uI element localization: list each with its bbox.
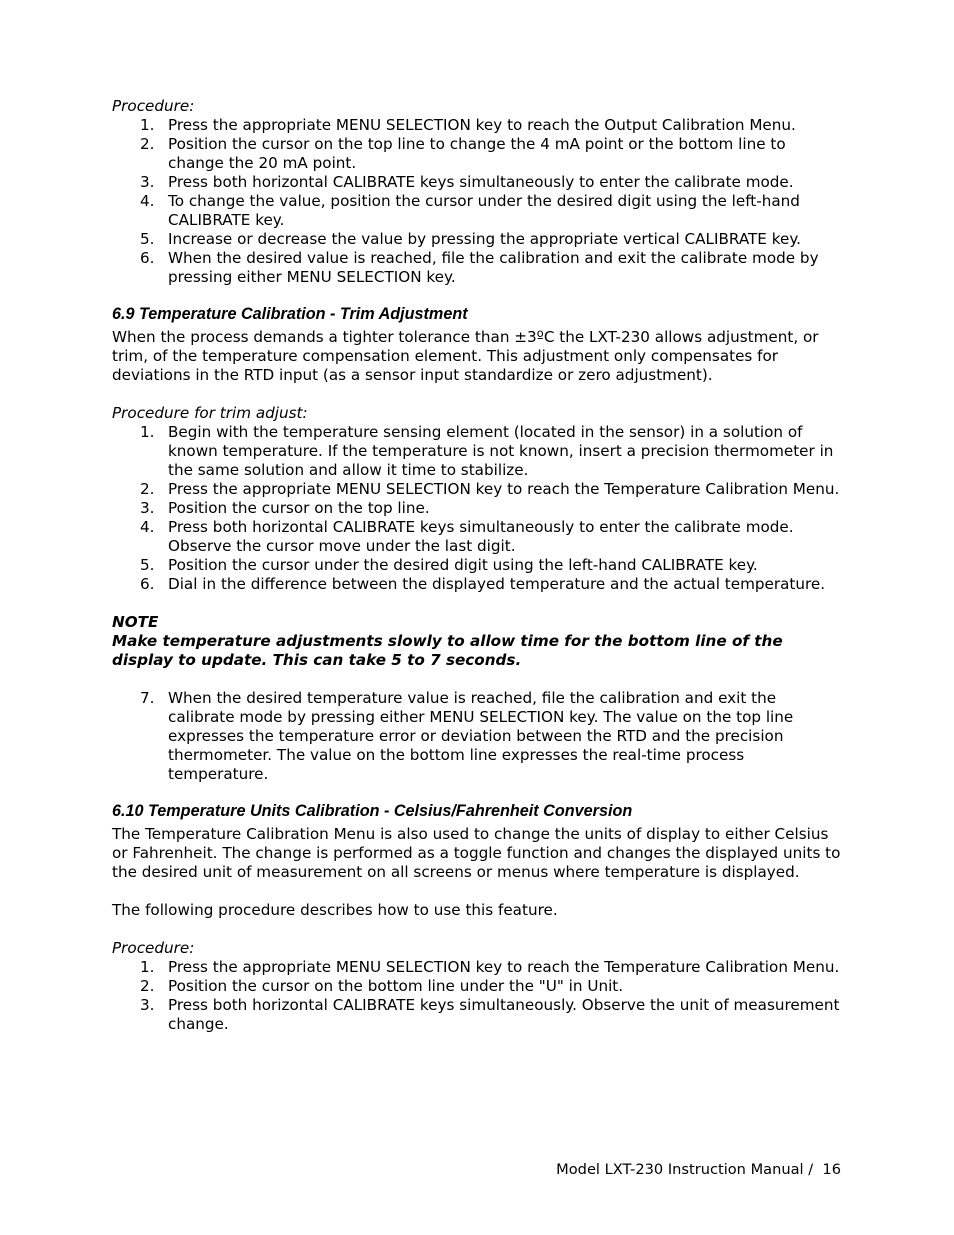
list-item: 1. Begin with the temperature sensing element (located in the sensor) in a solution of known temperature. If the temperature is not known, insert a precision thermometer in the same solution and allow it time to stabilize. xyxy=(140,423,834,479)
list-item: 7. When the desired temperature value is reached, file the calibration and exit the calibrate mode by pressing either MENU SELECTION key. The value on the top line expresses the temperature error or deviation between the RTD and the precision thermometer. The value on the bottom line expresses the real-time process temperature. xyxy=(140,689,794,783)
list-item: 6. Dial in the difference between the displayed temperature and the actual temperature. xyxy=(140,575,826,593)
section-followup: The following procedure describes how to use this feature. xyxy=(112,901,558,919)
output-calibration-steps xyxy=(112,116,844,287)
list-item: 6. When the desired value is reached, file the calibration and exit the calibrate mode by pressing either MENU SELECTION key. xyxy=(140,249,819,286)
trim-adjust-steps xyxy=(112,423,844,594)
list-item: 3. Position the cursor on the top line. xyxy=(140,499,430,517)
section-heading-6-9: 6.9 Temperature Calibration - Trim Adjustment xyxy=(112,305,468,323)
list-item: 4. Press both horizontal CALIBRATE keys simultaneously to enter the calibrate mode. Observe the cursor move under the last digit. xyxy=(140,518,794,555)
section-heading-6-10: 6.10 Temperature Units Calibration - Celsius/Fahrenheit Conversion xyxy=(112,802,633,820)
list-item: 3. Press both horizontal CALIBRATE keys simultaneously. Observe the unit of measurement change. xyxy=(140,996,840,1033)
list-item: 1. Press the appropriate MENU SELECTION key to reach the Output Calibration Menu. xyxy=(140,116,796,134)
list-item: 5. Position the cursor under the desired digit using the left-hand CALIBRATE key. xyxy=(140,556,758,574)
page-footer: Model LXT-230 Instruction Manual / 16 xyxy=(556,1161,841,1178)
list-item: 4. To change the value, position the cursor under the desired digit using the left-hand CALIBRATE key. xyxy=(140,192,800,229)
procedure-label: Procedure: xyxy=(112,939,195,957)
list-item: 1. Press the appropriate MENU SELECTION key to reach the Temperature Calibration Menu. xyxy=(140,958,840,976)
list-item: 2. Position the cursor on the bottom line under the "U" in Unit. xyxy=(140,977,624,995)
section-intro: The Temperature Calibration Menu is also used to change the units of display to either Celsius or Fahrenheit. The change is performed as a toggle function and changes the displayed units to the desired unit of measurement on all screens or menus where temperature is displayed. xyxy=(112,825,841,881)
units-calibration-steps xyxy=(112,958,844,1034)
list-item: 3. Press both horizontal CALIBRATE keys simultaneously to enter the calibrate mode. xyxy=(140,173,794,191)
list-item: 5. Increase or decrease the value by pressing the appropriate vertical CALIBRATE key. xyxy=(140,230,801,248)
section-intro: When the process demands a tighter tolerance than ±3ºC the LXT-230 allows adjustment, or trim, of the temperature compensation element. This adjustment only compensates for deviations in the RTD input (as a sensor input standardize or zero adjustment). xyxy=(112,328,819,384)
procedure-label: Procedure: xyxy=(112,97,195,115)
manual-page xyxy=(112,97,844,1034)
trim-adjust-final-step xyxy=(112,689,844,784)
note-title: NOTE xyxy=(112,613,159,631)
list-item: 2. Position the cursor on the top line to change the 4 mA point or the bottom line to change the 20 mA point. xyxy=(140,135,786,172)
list-item: 2. Press the appropriate MENU SELECTION key to reach the Temperature Calibration Menu. xyxy=(140,480,840,498)
procedure-label: Procedure for trim adjust: xyxy=(112,404,308,422)
note-text: Make temperature adjustments slowly to allow time for the bottom line of the display to update. This can take 5 to 7 seconds. xyxy=(112,632,783,669)
